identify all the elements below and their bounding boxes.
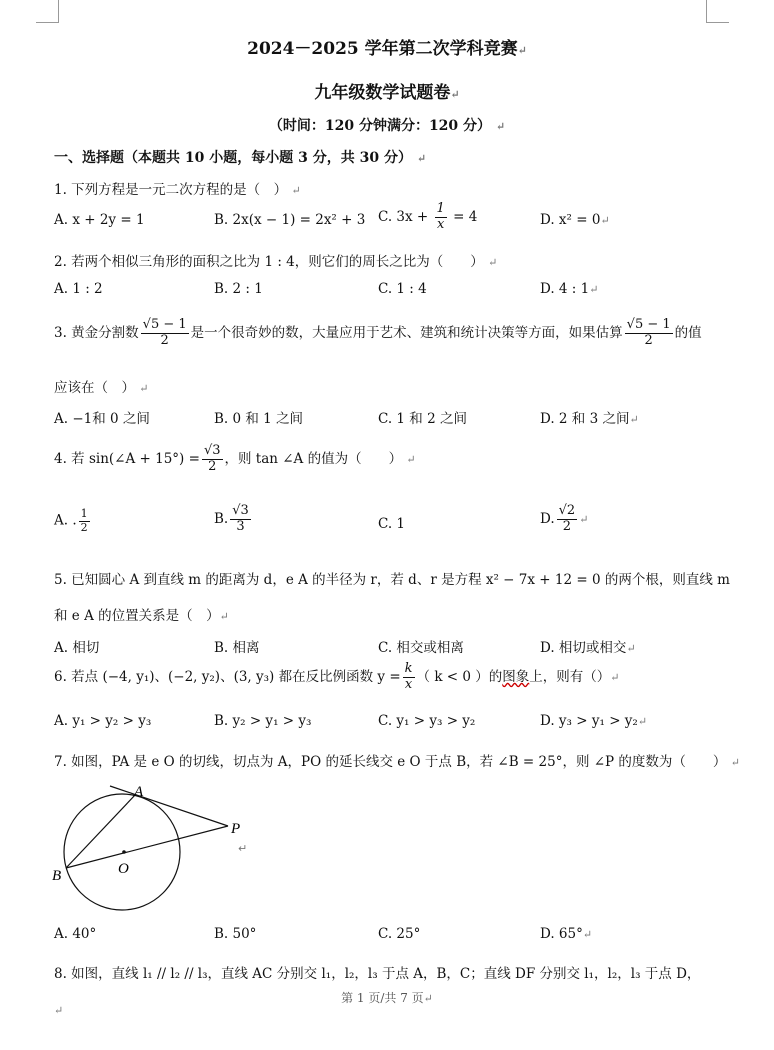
- q5-option-d: D. 相切或相交↵: [540, 640, 636, 656]
- chord-ab: [66, 794, 136, 868]
- q2-option-d: D. 4 : 1↵: [540, 281, 599, 297]
- q2-option-c: C. 1 : 4: [378, 281, 427, 297]
- q1-option-a: A. x + 2y = 1: [54, 212, 145, 228]
- q5-stem-line1: 5. 已知圆心 A 到直线 m 的距离为 d，e A 的半径为 r，若 d、r 是方程 x² − 7x + 12 = 0 的两个根，则直线 m: [54, 572, 730, 588]
- exam-title: 2024－2025 学年第二次学科竞赛↵: [247, 39, 527, 59]
- q7-option-d: D. 65°↵: [540, 926, 593, 942]
- q5-stem-line2: 和 e A 的位置关系是（ ）↵: [54, 608, 229, 624]
- q2-stem: 2. 若两个相似三角形的面积之比为 1 : 4，则它们的周长之比为（ ） ↵: [54, 254, 498, 270]
- q5-option-b: B. 相离: [214, 640, 260, 656]
- q2-option-a: A. 1 : 2: [54, 281, 103, 297]
- q3-stem-line2: 应该在（ ） ↵: [54, 380, 149, 396]
- q1-option-b: B. 2x(x − 1) = 2x² + 3: [214, 212, 366, 228]
- q4-option-c: C. 1: [378, 516, 406, 532]
- label-b: B: [52, 868, 62, 884]
- q7-option-c: C. 25°: [378, 926, 421, 942]
- end-para-mark: ↵: [54, 1004, 64, 1017]
- q1-option-d: D. x² = 0↵: [540, 212, 610, 228]
- q4-option-a: A. . $\frac{1}{2}$: [54, 507, 88, 534]
- q4-option-d: D. $\frac{√2}{2}$ ↵: [540, 503, 589, 534]
- q6-option-a: A. y₁ > y₂ > y₃: [54, 713, 152, 729]
- q7-stem: 7. 如图，PA 是 e O 的切线，切点为 A，PO 的延长线交 e O 于点 B，若 ∠B = 25°，则 ∠P 的度数为（ ） ↵: [54, 754, 740, 770]
- line-bp: [66, 826, 228, 868]
- q3-stem-line1: 3. 黄金分割数 $\frac{√5 - 1}{2}$ 是一个很奇妙的数，大量应用于艺术、建筑和统计决策等方面，如果估算 $\frac{√5 - 1}{2}$ 的值: [54, 317, 702, 348]
- crop-mark-top-left: [36, 0, 59, 23]
- q8-stem: 8. 如图，直线 l₁ // l₂ // l₃，直线 AC 分别交 l₁，l₂，l₃ 于点 A，B，C；直线 DF 分别交 l₁，l₂，l₃ 于点 D，: [54, 966, 701, 982]
- tangent-pa: [110, 786, 228, 826]
- q3-option-c: C. 1 和 2 之间: [378, 411, 467, 427]
- q6-option-b: B. y₂ > y₁ > y₃: [214, 713, 312, 729]
- center-o-dot: [122, 850, 126, 854]
- time-info: （时间：120 分钟满分：120 分） ↵: [268, 118, 506, 134]
- q6-option-c: C. y₁ > y₃ > y₂: [378, 713, 476, 729]
- q3-option-d: D. 2 和 3 之间↵: [540, 411, 639, 427]
- q3-option-b: B. 0 和 1 之间: [214, 411, 304, 427]
- q1-stem: 1. 下列方程是一元二次方程的是（ ） ↵: [54, 182, 301, 198]
- q7-option-a: A. 40°: [54, 926, 97, 942]
- q2-option-b: B. 2 : 1: [214, 281, 263, 297]
- q7-figure: [48, 780, 268, 920]
- page-footer: 第 1 页/共 7 页↵: [341, 991, 433, 1005]
- label-a: A: [134, 784, 144, 800]
- q1-option-c: C. 3x + $\frac{1}{x}$ = 4: [378, 201, 478, 232]
- q5-option-c: C. 相交或相离: [378, 640, 464, 656]
- q5-option-a: A. 相切: [54, 640, 100, 656]
- q3-option-a: A. −1和 0 之间: [54, 411, 150, 427]
- q6-option-d: D. y₃ > y₁ > y₂↵: [540, 713, 648, 729]
- label-o: O: [118, 861, 129, 877]
- section-heading: 一、选择题（本题共 10 小题，每小题 3 分，共 30 分） ↵: [54, 150, 427, 166]
- q7-option-b: B. 50°: [214, 926, 257, 942]
- q6-stem: 6. 若点 (−4, y₁)、(−2, y₂)、(3, y₃) 都在反比例函数 y = $\frac{k}{x}$ （ k < 0 ）的图象上，则有（）↵: [54, 661, 620, 692]
- crop-mark-top-right: [706, 0, 729, 23]
- q4-stem: 4. 若 sin(∠A + 15°) = $\frac{√3}{2}$ ，则 tan ∠A 的值为（ ） ↵: [54, 443, 416, 474]
- exam-subtitle: 九年级数学试题卷↵: [314, 83, 460, 103]
- para-mark: ↵: [238, 842, 248, 855]
- q4-option-b: B. $\frac{√3}{3}$: [214, 503, 249, 534]
- label-p: P: [231, 821, 241, 837]
